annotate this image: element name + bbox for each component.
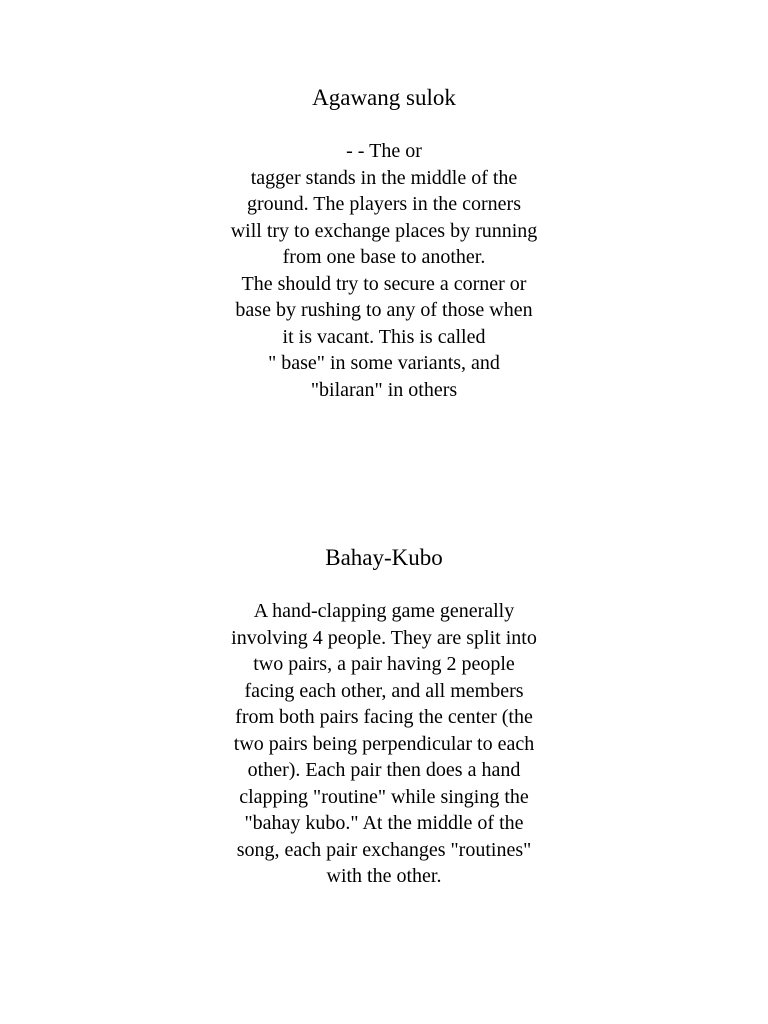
section-title: Agawang sulok: [312, 85, 456, 110]
section-bahay-kubo: [0, 543, 768, 890]
text-line: from both pairs facing the center (the: [235, 706, 533, 728]
section-body: [0, 598, 768, 890]
text-line: with the other.: [326, 865, 442, 887]
text-line: it is vacant. This is called: [282, 325, 486, 348]
text-line: The should try to secure a corner or: [241, 272, 527, 295]
text-line: " base" in some variants, and: [268, 352, 500, 374]
text-line: clapping "routine" while singing the: [239, 785, 529, 808]
text-line: two pairs being perpendicular to each: [233, 732, 535, 755]
section-agawang-sulok: [0, 83, 768, 403]
text-line: ground. The players in the corners: [247, 193, 521, 215]
text-line: from one base to another.: [282, 246, 486, 268]
text-line: song, each pair exchanges "routines": [236, 838, 532, 861]
text-line: "bahay kubo." At the middle of the: [244, 812, 524, 834]
text-line: base by rushing to any of those when: [235, 299, 533, 321]
text-line: tagger stands in the middle of the: [250, 166, 518, 189]
text-line: involving 4 people. They are split into: [231, 626, 537, 649]
text-line: - - The or: [346, 140, 422, 162]
text-line: other). Each pair then does a hand: [247, 759, 521, 781]
text-line: A hand-clapping game generally: [253, 600, 515, 622]
text-line: will try to exchange places by running: [230, 219, 538, 242]
section-title: Bahay-Kubo: [325, 545, 443, 570]
text-line: two pairs, a pair having 2 people: [253, 653, 515, 675]
text-line: "bilaran" in others: [310, 378, 458, 401]
text-line: facing each other, and all members: [244, 679, 524, 702]
section-body: [0, 138, 768, 403]
